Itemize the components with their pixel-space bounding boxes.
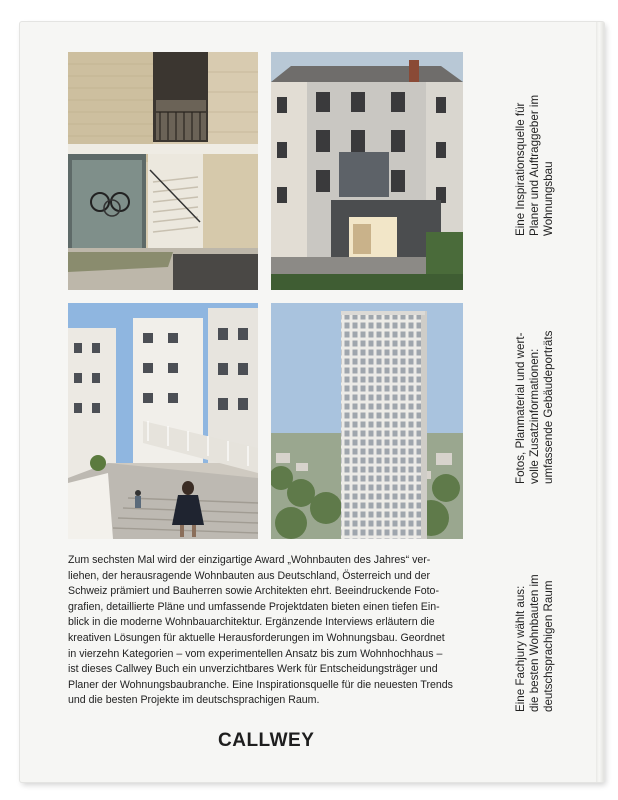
- blurb-line: grafien, detaillierte Pläne und umfassende Projektdaten bieten einen tiefen Ein-: [68, 600, 440, 613]
- blurb-line: ist dieses Callwey Buch ein unverzichtbares Werk für Entscheidungsträger und: [68, 663, 438, 676]
- side-line: die besten Wohnbauten im: [528, 574, 541, 712]
- publisher-logo: CALLWEY: [218, 730, 315, 751]
- blurb-paragraph: [68, 553, 472, 709]
- book-edge: [596, 22, 604, 782]
- side-text-jury: [514, 574, 556, 712]
- blurb-line: und die besten Projekte im deutschsprachigen Raum.: [68, 694, 320, 707]
- photo-brick-stairwell: [68, 52, 258, 290]
- side-line: Fotos, Planmaterial und wert-: [514, 332, 527, 484]
- blurb-line: kreativen Lösungen für aktuelle Herausforderungen im Wohnungsbau. Geordnet: [68, 631, 445, 644]
- blurb-line: Zum sechsten Mal wird der einzigartige Award „Wohnbauten des Jahres“ ver-: [68, 554, 431, 566]
- blurb-line: blick in die moderne Wohnbauarchitektur. Ergänzende Interviews erläutern die: [68, 616, 435, 629]
- blurb-line: liehen, der herausragende Wohnbauten aus Deutschland, Österreich und der: [68, 569, 430, 582]
- blurb-line: Planer der Wohnungsbaubranche. Eine Inspirationsquelle für die neuesten Trends: [68, 678, 453, 691]
- side-line: Eine Inspirationsquelle für: [514, 102, 527, 236]
- photo-high-rise-tower: [271, 303, 463, 539]
- side-line: umfassende Gebäudeporträts: [542, 330, 555, 484]
- blurb-line: Schweiz prämiert und Bauherren sowie Architekten ehrt. Beeindruckende Foto-: [68, 585, 439, 598]
- photo-residential-courtyard: [68, 303, 258, 539]
- side-text-inspiration: [514, 95, 556, 236]
- book-back-cover: [20, 22, 604, 782]
- side-line: deutschsprachigen Raum: [542, 580, 555, 712]
- blurb-line: in vierzehn Kategorien – vom experimentellen Ansatz bis zum Wohnhochhaus –: [68, 647, 443, 660]
- side-line: Eine Fachjury wählt aus:: [514, 585, 527, 712]
- side-line: Wohnungsbau: [542, 161, 555, 236]
- side-text-material: [514, 331, 556, 484]
- side-line: Planer und Auftraggeber im: [528, 94, 541, 236]
- photo-townhouse-facade: [271, 52, 463, 290]
- side-line: volle Zusatzinformationen:: [528, 348, 541, 484]
